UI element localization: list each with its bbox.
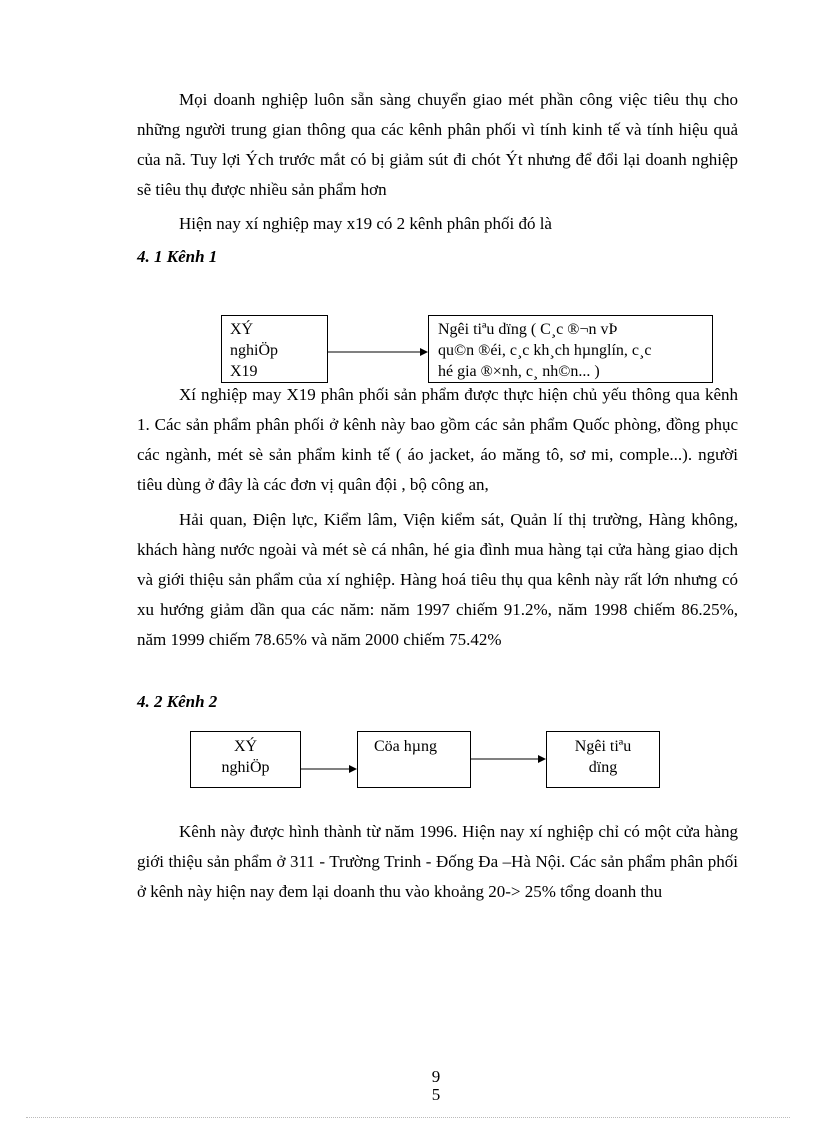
diagram-2-source-box [190, 731, 301, 788]
diagram-1-target-line: Ngêi tiªu dïng ( C¸c ®¬n vÞ [438, 321, 618, 338]
diagram-2-middle-box [357, 731, 471, 788]
diagram-2-target-line: dïng [588, 759, 618, 776]
diagram-1-source-line: X19 [230, 363, 258, 380]
diagram-1-source-line: nghiÖp [230, 342, 278, 359]
channel-2-paragraph: Kênh này được hình thành từ năm 1996. Hiện nay xí nghiệp chỉ có một cửa hàng giới thiệu sản phẩm ở 311 - Trường Trinh - Đống Đa –Hà Nội. Các sản phẩm phân phối ở kênh này hiện nay đem lại doanh thu vào khoảng 20-> 25% tổng doanh thu [137, 822, 738, 901]
diagram-1-source-line: XÝ [230, 321, 254, 338]
diagram-1-source-box [221, 315, 328, 383]
diagram-1-target-box [428, 315, 713, 383]
heading-channel-2: 4. 2 Kênh 2 [137, 692, 218, 711]
page-bottom-divider [26, 1117, 790, 1118]
customers-paragraph: Hải quan, Điện lực, Kiểm lâm, Viện kiểm sát, Quản lí thị trường, Hàng không, khách hàng nước ngoài và mét sè cá nhân, hé gia đình mua hàng tại cửa hàng giao dịch và giới thiệu sản phẩm của xí nghiệp. Hàng hoá tiêu thụ qua kênh này rất lớn nhưng có xu hướng giảm dần qua các năm: năm 1997 chiếm 91.2%, năm 1998 chiếm 86.25%, năm 1999 chiếm 78.65% và năm 2000 chiếm 75.42% [137, 510, 738, 649]
diagram-2-target-box [546, 731, 660, 788]
diagram-2-middle-line: Cöa hµng [374, 738, 437, 755]
channel-count-paragraph: Hiện nay xí nghiệp may x19 có 2 kênh phân phối đó là [179, 214, 552, 233]
channel-1-paragraph: Xí nghiệp may X19 phân phối sản phẩm được thực hiện chủ yếu thông qua kênh 1. Các sản phẩm phân phối ở kênh này bao gồm các sản phẩm Quốc phòng, đồng phục các ngành, mét sè sản phẩm kinh tế ( áo jacket, áo măng tô, sơ mi, comple...). người tiêu dùng ở đây là các đơn vị quân đội , bộ công an, [137, 385, 738, 494]
page-number-top: 9 [431, 1067, 441, 1086]
diagram-2-source-line: nghiÖp [221, 759, 270, 776]
diagram-1-target-line: hé gia ®×nh, c¸ nh©n... ) [438, 363, 600, 380]
page-number-bottom: 5 [431, 1085, 441, 1104]
diagram-1-target-line: qu©n ®éi, c¸c kh¸ch hµnglín, c¸c [438, 342, 652, 359]
diagram-2-target-line: Ngêi tiªu [574, 738, 632, 755]
diagram-2-source-line: XÝ [233, 738, 258, 755]
intro-paragraph: Mọi doanh nghiệp luôn sẵn sàng chuyển giao mét phần công việc tiêu thụ cho những người trung gian thông qua các kênh phân phối vì tính kinh tế và tính hiệu quả của nã. Tuy lợi Ých trước mắt có bị giảm sút đi chót Ýt nhưng để đổi lại doanh nghiệp sẽ tiêu thụ được nhiều sản phẩm hơn [137, 90, 738, 199]
heading-channel-1: 4. 1 Kênh 1 [137, 247, 218, 266]
